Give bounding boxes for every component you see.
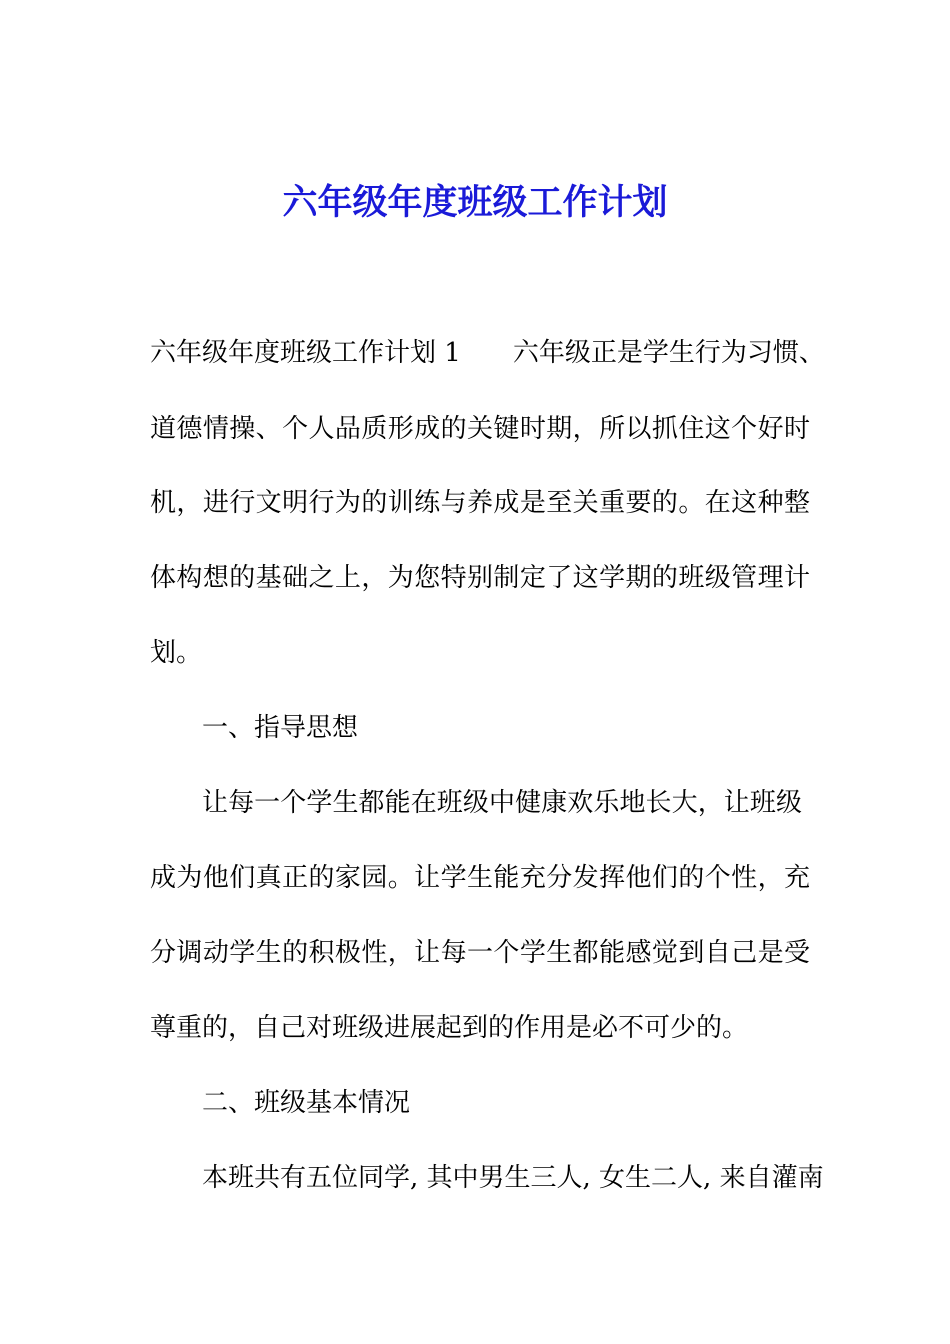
section1-line-2: 成为他们真正的家园。让学生能充分发挥他们的个性，充 — [150, 863, 810, 893]
section2-heading: 二、班级基本情况 — [202, 1088, 411, 1118]
intro-line-1-text: 六年级正是学生行为习惯、 — [512, 338, 825, 368]
document-title: 六年级年度班级工作计划 — [282, 182, 668, 223]
section1-heading: 一、指导思想 — [202, 713, 359, 743]
intro-line-3: 机，进行文明行为的训练与养成是至关重要的。在这种整 — [150, 488, 810, 518]
intro-line-5: 划。 — [150, 638, 203, 668]
intro-heading: 六年级年度班级工作计划 1 — [150, 338, 461, 368]
section1-line-1: 让每一个学生都能在班级中健康欢乐地长大，让班级 — [202, 788, 802, 818]
intro-line-1 — [150, 334, 825, 372]
section1-line-4: 尊重的，自己对班级进展起到的作用是必不可少的。 — [150, 1013, 749, 1043]
intro-line-4: 体构想的基础之上，为您特别制定了这学期的班级管理计 — [150, 563, 810, 593]
section2-line-1: 本班共有五位同学, 其中男生三人, 女生二人, 来自灌南 — [202, 1163, 824, 1193]
intro-line-2: 道德情操、个人品质形成的关键时期，所以抓住这个好时 — [150, 414, 810, 444]
section1-line-3: 分调动学生的积极性，让每一个学生都能感觉到自己是受 — [150, 938, 810, 968]
